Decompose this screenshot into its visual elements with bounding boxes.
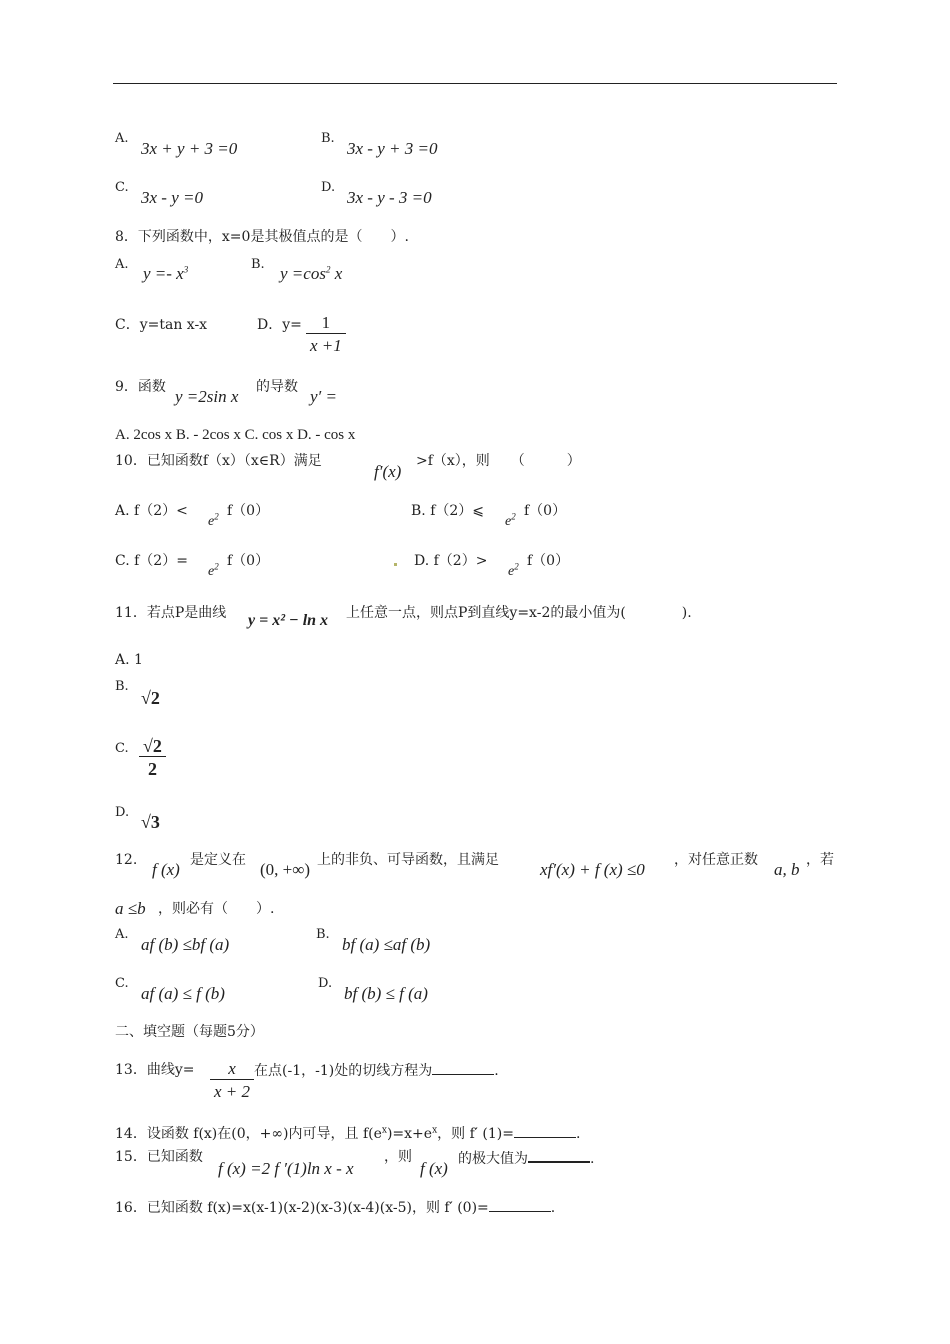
q11-option-d: √3 bbox=[141, 812, 160, 832]
q11-option-c: $\frac{√2}{2}$ bbox=[139, 736, 166, 779]
q13-fraction: $\frac{x}{x + 2}$ bbox=[210, 1059, 254, 1102]
q12-option-b-label: B. bbox=[316, 927, 330, 942]
q8-option-d-fraction: $\frac{1}{x +1}$ bbox=[306, 313, 346, 356]
q11-option-c-label: C. bbox=[115, 741, 129, 756]
q13-stem-post: 在点(-1，-1)处的切线方程为 . bbox=[254, 1063, 499, 1079]
q14-answer-blank[interactable] bbox=[514, 1125, 576, 1138]
q12-stem-mid3: ，对任意正数 bbox=[674, 852, 758, 868]
q12-line2: ，则必有（ ）. bbox=[158, 901, 275, 917]
q7-option-d: 3x - y - 3 =0 bbox=[347, 188, 432, 207]
q15-mid: ，则 bbox=[384, 1149, 412, 1165]
q7-option-d-label: D. bbox=[321, 180, 336, 195]
q15-answer-blank[interactable] bbox=[528, 1149, 590, 1163]
q16-text: 16．已知函数 f(x)=x(x-1)(x-2)(x-3)(x-4)(x-5)，则 f′ (0)= . bbox=[115, 1200, 556, 1216]
header-rule bbox=[113, 83, 837, 84]
q8-option-b: $y =\cos^2$ x bbox=[280, 264, 343, 283]
q12-interval: (0, +∞) bbox=[260, 860, 311, 879]
q7-option-c: 3x - y =0 bbox=[141, 188, 203, 207]
q15-f: f (x) bbox=[420, 1159, 448, 1178]
q11-option-b-label: B. bbox=[115, 679, 129, 694]
q12-option-c-label: C. bbox=[115, 976, 129, 991]
q12-option-b: bf (a) ≤af (b) bbox=[342, 935, 431, 954]
q9-options: A. 2cos x B. - 2cos x C. cos x D. - cos x bbox=[115, 427, 356, 443]
q11-curve: y = x² − ln x bbox=[248, 612, 329, 629]
q10-option-d: D. f（2）> bbox=[414, 553, 488, 569]
q12-ab: a, b bbox=[774, 860, 800, 879]
q12-stem-mid1: 是定义在 bbox=[190, 852, 246, 868]
q11-option-d-label: D. bbox=[115, 805, 130, 820]
q7-option-a: 3x + y + 3 =0 bbox=[141, 139, 238, 158]
q7-option-b-label: B. bbox=[321, 131, 335, 146]
q10-stem-post: >f（x），则 （ ） bbox=[416, 453, 581, 469]
q7-option-b: 3x - y + 3 =0 bbox=[347, 139, 438, 158]
q10-option-c-e: $e^2$ bbox=[208, 561, 219, 579]
q10-option-b-e: $e^2$ bbox=[505, 511, 516, 529]
q10-option-c: C. f（2）= bbox=[115, 553, 188, 569]
q10-option-d-e: $e^2$ bbox=[508, 561, 519, 579]
q12-option-d-label: D. bbox=[318, 976, 333, 991]
q15-function: f (x) =2 f ′(1)ln x - x bbox=[218, 1159, 354, 1178]
q10-option-d-tail: f（0） bbox=[527, 553, 570, 569]
q12-option-a: af (b) ≤bf (a) bbox=[141, 935, 230, 954]
q10-option-a-tail: f（0） bbox=[227, 503, 270, 519]
q9-stem-pre: 9．函数 bbox=[115, 379, 166, 395]
q10-option-a-e: $e^2$ bbox=[208, 511, 219, 529]
q8-option-c: C．y=tan x-x bbox=[115, 317, 208, 333]
q8-option-a-label: A. bbox=[115, 257, 129, 272]
q10-option-b-tail: f（0） bbox=[524, 503, 567, 519]
q12-f: f (x) bbox=[152, 860, 180, 879]
q12-number: 12. bbox=[115, 852, 138, 868]
q14-text: 14．设函数 f(x)在(0，+∞)内可导，且 $f(e^x)=x+e^x$，则 f′ (1)= . bbox=[115, 1125, 581, 1142]
section-title: 二、填空题（每题5分） bbox=[115, 1024, 264, 1040]
q10-stem-pre: 10．已知函数f（x）（x∈R）满足 bbox=[115, 453, 322, 469]
q12-stem-mid2: 上的非负、可导函数，且满足 bbox=[317, 852, 499, 868]
q10-option-b: B. f（2）⩽ bbox=[411, 503, 485, 519]
q11-stem-post: 上任意一点，则点P到直线y=x-2的最小值为( ). bbox=[346, 605, 692, 621]
q7-option-a-label: A. bbox=[115, 131, 129, 146]
q15-stem-pre: 15．已知函数 bbox=[115, 1149, 203, 1165]
q8-option-d-label: D．y= bbox=[257, 317, 302, 333]
q7-option-c-label: C. bbox=[115, 180, 129, 195]
q11-option-a: A. 1 bbox=[115, 652, 143, 668]
q9-stem-mid: 的导数 bbox=[256, 379, 298, 395]
q15-post: 的极大值为 . bbox=[458, 1151, 595, 1167]
q13-answer-blank[interactable] bbox=[432, 1062, 494, 1075]
q8-option-a: $y =- x^3$ bbox=[143, 264, 189, 283]
q8-stem: 8．下列函数中，x=0是其极值点的是（ ）. bbox=[115, 229, 409, 245]
q10-option-a: A. f（2）< bbox=[115, 503, 188, 519]
q11-stem-pre: 11．若点P是曲线 bbox=[115, 605, 227, 621]
stray-dot bbox=[394, 563, 397, 566]
q9-function: y =2sin x bbox=[175, 387, 239, 406]
q12-a-le-b: a ≤b bbox=[115, 899, 146, 918]
q10-option-c-tail: f（0） bbox=[227, 553, 270, 569]
q12-condition: xf′(x) + f (x) ≤0 bbox=[540, 860, 645, 879]
q8-option-b-label: B. bbox=[251, 257, 265, 272]
q12-option-d: bf (b) ≤ f (a) bbox=[344, 984, 428, 1003]
q16-answer-blank[interactable] bbox=[489, 1199, 551, 1212]
q11-option-b: √2 bbox=[141, 688, 160, 708]
q10-derivative: f′(x) bbox=[374, 462, 402, 481]
q9-derivative: y′ = bbox=[310, 387, 337, 406]
q12-stem-end: ，若 bbox=[806, 852, 834, 868]
q12-option-a-label: A. bbox=[115, 927, 129, 942]
q12-option-c: af (a) ≤ f (b) bbox=[141, 984, 225, 1003]
q13-stem-pre: 13．曲线y= bbox=[115, 1062, 195, 1078]
